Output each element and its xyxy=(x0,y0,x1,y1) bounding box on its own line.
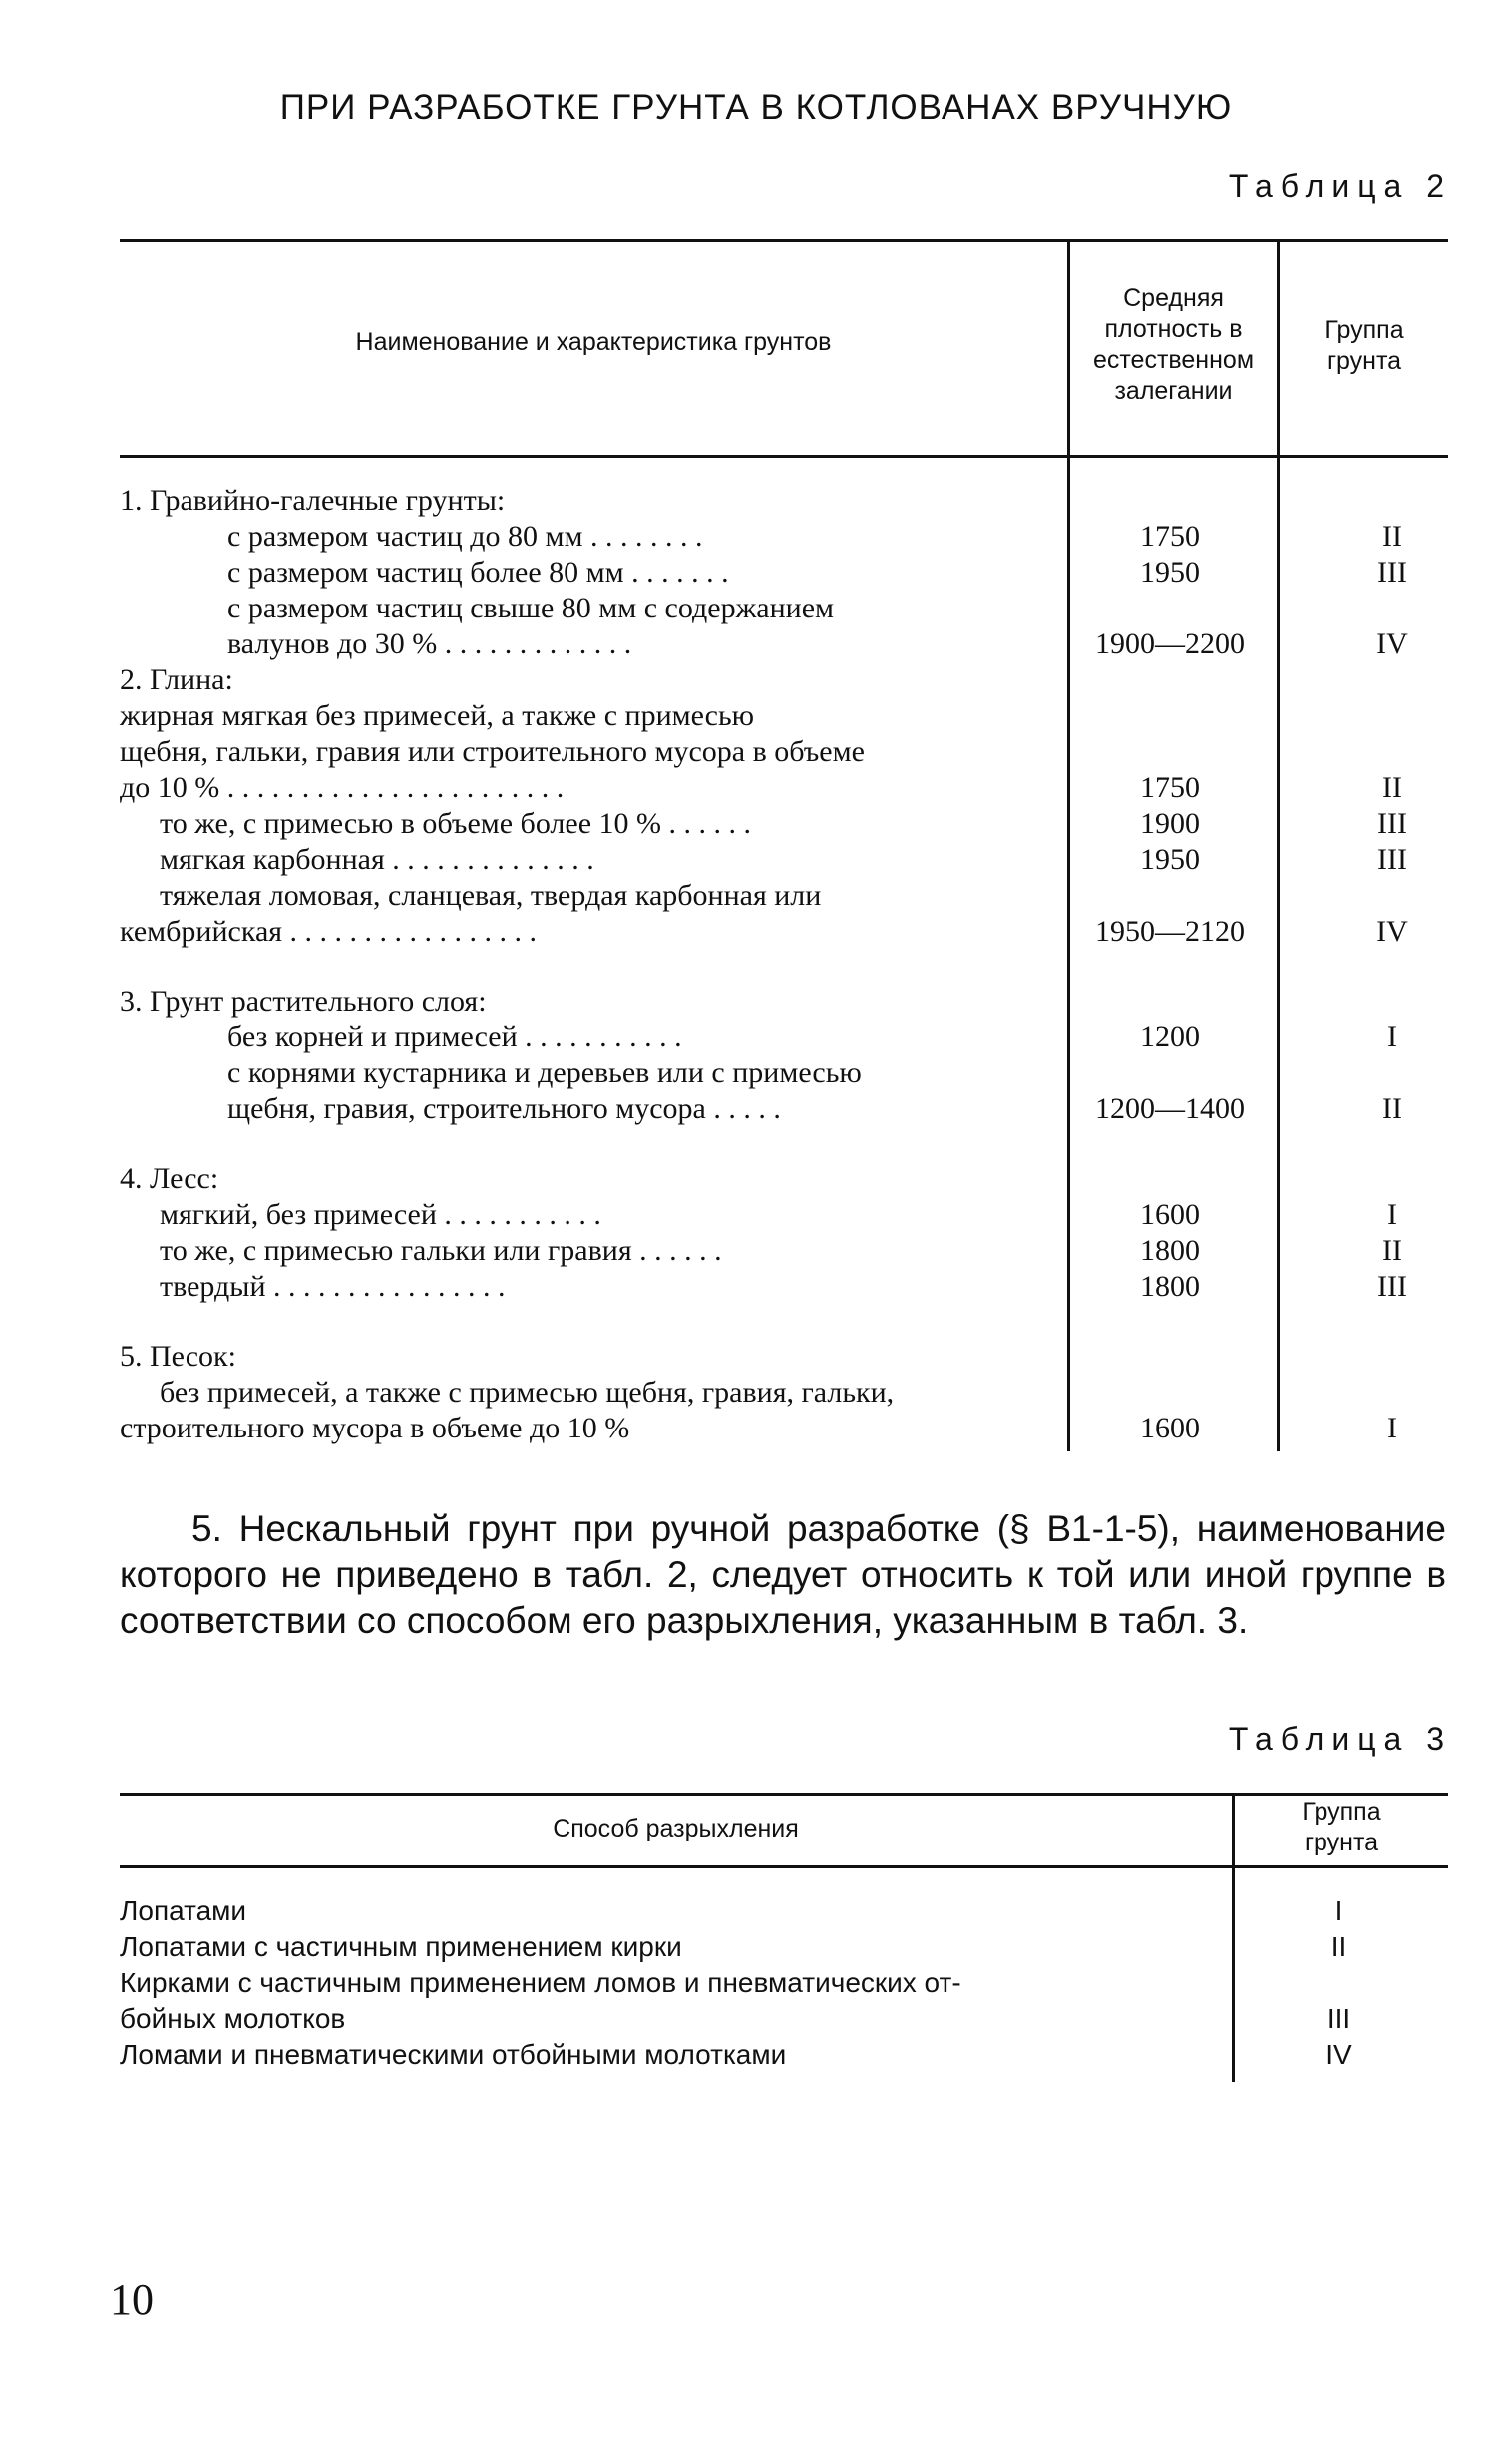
table-row xyxy=(120,591,1506,626)
table3-header-rule xyxy=(120,1865,1448,1868)
row-density: 1200 xyxy=(1140,1021,1200,1053)
row-group: III xyxy=(1377,1270,1407,1303)
row-group: IV xyxy=(1325,2039,1352,2070)
row-name: Кирками с частичным применением ломов и пневматических от- xyxy=(120,1967,961,1998)
row-density: 1600 xyxy=(1140,1412,1200,1444)
page-number: 10 xyxy=(110,2275,154,2324)
row-name: мягкий, без примесей . . . . . . . . . . . xyxy=(160,1198,601,1231)
table-row xyxy=(120,483,1506,519)
row-name: до 10 % . . . . . . . . . . . . . . . . . . . . . . . xyxy=(120,771,565,804)
table-row xyxy=(120,1965,1446,2001)
row-name: тяжелая ломовая, сланцевая, твердая карбонная или xyxy=(160,879,822,912)
table3-label: Таблица 3 xyxy=(1228,1721,1452,1757)
table-row xyxy=(120,555,1506,591)
table-row xyxy=(120,519,1506,555)
row-name: 1. Гравийно-галечные грунты: xyxy=(120,484,506,517)
row-group: I xyxy=(1387,1198,1397,1231)
table-row xyxy=(120,2001,1446,2037)
row-name: 2. Глина: xyxy=(120,663,233,696)
row-name: щебня, гравия, строительного мусора . . . . . xyxy=(227,1092,781,1125)
table-row xyxy=(120,878,1506,914)
table-row xyxy=(120,1055,1506,1091)
table2-header-density-line: плотность в xyxy=(1104,315,1243,343)
row-name: твердый . . . . . . . . . . . . . . . . xyxy=(160,1270,506,1303)
row-name: с размером частиц до 80 мм . . . . . . . . xyxy=(227,520,703,553)
row-group: III xyxy=(1377,843,1407,876)
row-group: III xyxy=(1326,2003,1351,2034)
table-row xyxy=(120,1233,1506,1269)
row-group: II xyxy=(1382,520,1402,553)
table-row xyxy=(120,1091,1506,1127)
row-group: II xyxy=(1382,1092,1402,1125)
table2-header-group xyxy=(1280,315,1449,377)
row-group: II xyxy=(1330,1931,1347,1962)
row-group: IV xyxy=(1376,627,1408,660)
table2-header-density-line: залегании xyxy=(1114,377,1233,405)
table2-top-rule xyxy=(120,239,1448,242)
row-name: щебня, гальки, гравия или строительного мусора в объеме xyxy=(120,735,865,768)
table-row xyxy=(120,1020,1506,1055)
row-name: 5. Песок: xyxy=(120,1340,236,1373)
row-name: строительного мусора в объеме до 10 % xyxy=(120,1412,630,1444)
table3-header-group-line: грунта xyxy=(1304,1829,1379,1856)
table-row xyxy=(120,1411,1506,1446)
table-row xyxy=(120,1161,1506,1197)
table2-header-name: Наименование и характеристика грунтов xyxy=(355,328,832,356)
row-name: то же, с примесью гальки или гравия . . . . . . xyxy=(160,1234,722,1267)
row-group: II xyxy=(1382,771,1402,804)
row-group: IV xyxy=(1376,915,1408,948)
row-name: Лопатами xyxy=(120,1895,247,1926)
row-name: Ломами и пневматическими отбойными молотками xyxy=(120,2039,787,2070)
row-name: 3. Грунт растительного слоя: xyxy=(120,985,487,1018)
row-density: 1600 xyxy=(1140,1198,1200,1231)
row-name: мягкая карбонная . . . . . . . . . . . . . . xyxy=(160,843,594,876)
table3-top-rule xyxy=(120,1793,1448,1796)
table2-header-density xyxy=(1070,283,1277,407)
row-density: 1800 xyxy=(1140,1234,1200,1267)
body-paragraph: 5. Нескальный грунт при ручной разработке (§ В1-1-5), наименование которого не приведено в табл. 2, следует относить к той или иной группе в соответствии со способом его разрыхления, указанным в табл. 3. xyxy=(120,1508,1446,1641)
row-name: то же, с примесью в объеме более 10 % . . . . . . xyxy=(160,807,752,840)
row-density: 1800 xyxy=(1140,1270,1200,1303)
row-group: II xyxy=(1382,1234,1402,1267)
table-row xyxy=(120,626,1506,662)
row-group: III xyxy=(1377,556,1407,589)
table2-header-density-line: естественном xyxy=(1092,346,1255,374)
row-group: I xyxy=(1387,1021,1397,1053)
table2-header-density-line: Средняя xyxy=(1123,284,1224,312)
table-row xyxy=(120,1375,1506,1411)
table-row xyxy=(120,1929,1446,1965)
table-row xyxy=(120,770,1506,806)
table3-header-group-line: Группа xyxy=(1302,1798,1381,1826)
table-row xyxy=(120,1269,1506,1305)
row-density: 1900 xyxy=(1140,807,1200,840)
row-density: 1950 xyxy=(1140,556,1200,589)
table-row xyxy=(120,984,1506,1020)
row-name: жирная мягкая без примесей, а также с примесью xyxy=(120,699,755,732)
row-name: 4. Лесс: xyxy=(120,1162,219,1195)
table3-header-group xyxy=(1235,1797,1448,1858)
row-group: III xyxy=(1377,807,1407,840)
row-name: с корнями кустарника и деревьев или с примесью xyxy=(227,1056,862,1089)
row-density: 1950—2120 xyxy=(1095,915,1245,948)
row-name: без корней и примесей . . . . . . . . . . . xyxy=(227,1021,682,1053)
table-row xyxy=(120,806,1506,842)
row-name: без примесей, а также с примесью щебня, гравия, гальки, xyxy=(160,1376,895,1409)
row-density: 1900—2200 xyxy=(1095,627,1245,660)
row-group: I xyxy=(1334,1895,1343,1926)
row-group: I xyxy=(1387,1412,1397,1444)
row-name: с размером частиц более 80 мм . . . . . . . xyxy=(227,556,729,589)
row-density: 1200—1400 xyxy=(1095,1092,1245,1125)
row-name: кембрийская . . . . . . . . . . . . . . . . . xyxy=(120,915,538,948)
row-density: 1950 xyxy=(1140,843,1200,876)
table2-header-rule xyxy=(120,455,1448,458)
table-row xyxy=(120,698,1506,734)
row-name: с размером частиц свыше 80 мм с содержанием xyxy=(227,592,835,624)
row-name: Лопатами с частичным применением кирки xyxy=(120,1931,682,1962)
table-row xyxy=(120,842,1506,878)
page-heading: ПРИ РАЗРАБОТКЕ ГРУНТА В КОТЛОВАНАХ ВРУЧНУЮ xyxy=(279,88,1233,127)
row-name: валунов до 30 % . . . . . . . . . . . . . xyxy=(227,627,632,660)
table2-header-group-line: грунта xyxy=(1326,347,1402,375)
table-row xyxy=(120,1893,1446,1929)
table-row xyxy=(120,662,1506,698)
table2-header-group-line: Группа xyxy=(1324,316,1404,344)
table-row xyxy=(120,1339,1506,1375)
table-row xyxy=(120,914,1506,950)
table-row xyxy=(120,1197,1506,1233)
row-density: 1750 xyxy=(1140,771,1200,804)
table2-label: Таблица 2 xyxy=(1228,168,1452,204)
table-row xyxy=(120,734,1506,770)
table3-header-method: Способ разрыхления xyxy=(553,1815,799,1842)
row-density: 1750 xyxy=(1140,520,1200,553)
row-name: бойных молотков xyxy=(120,2003,346,2034)
table-row xyxy=(120,2037,1446,2073)
